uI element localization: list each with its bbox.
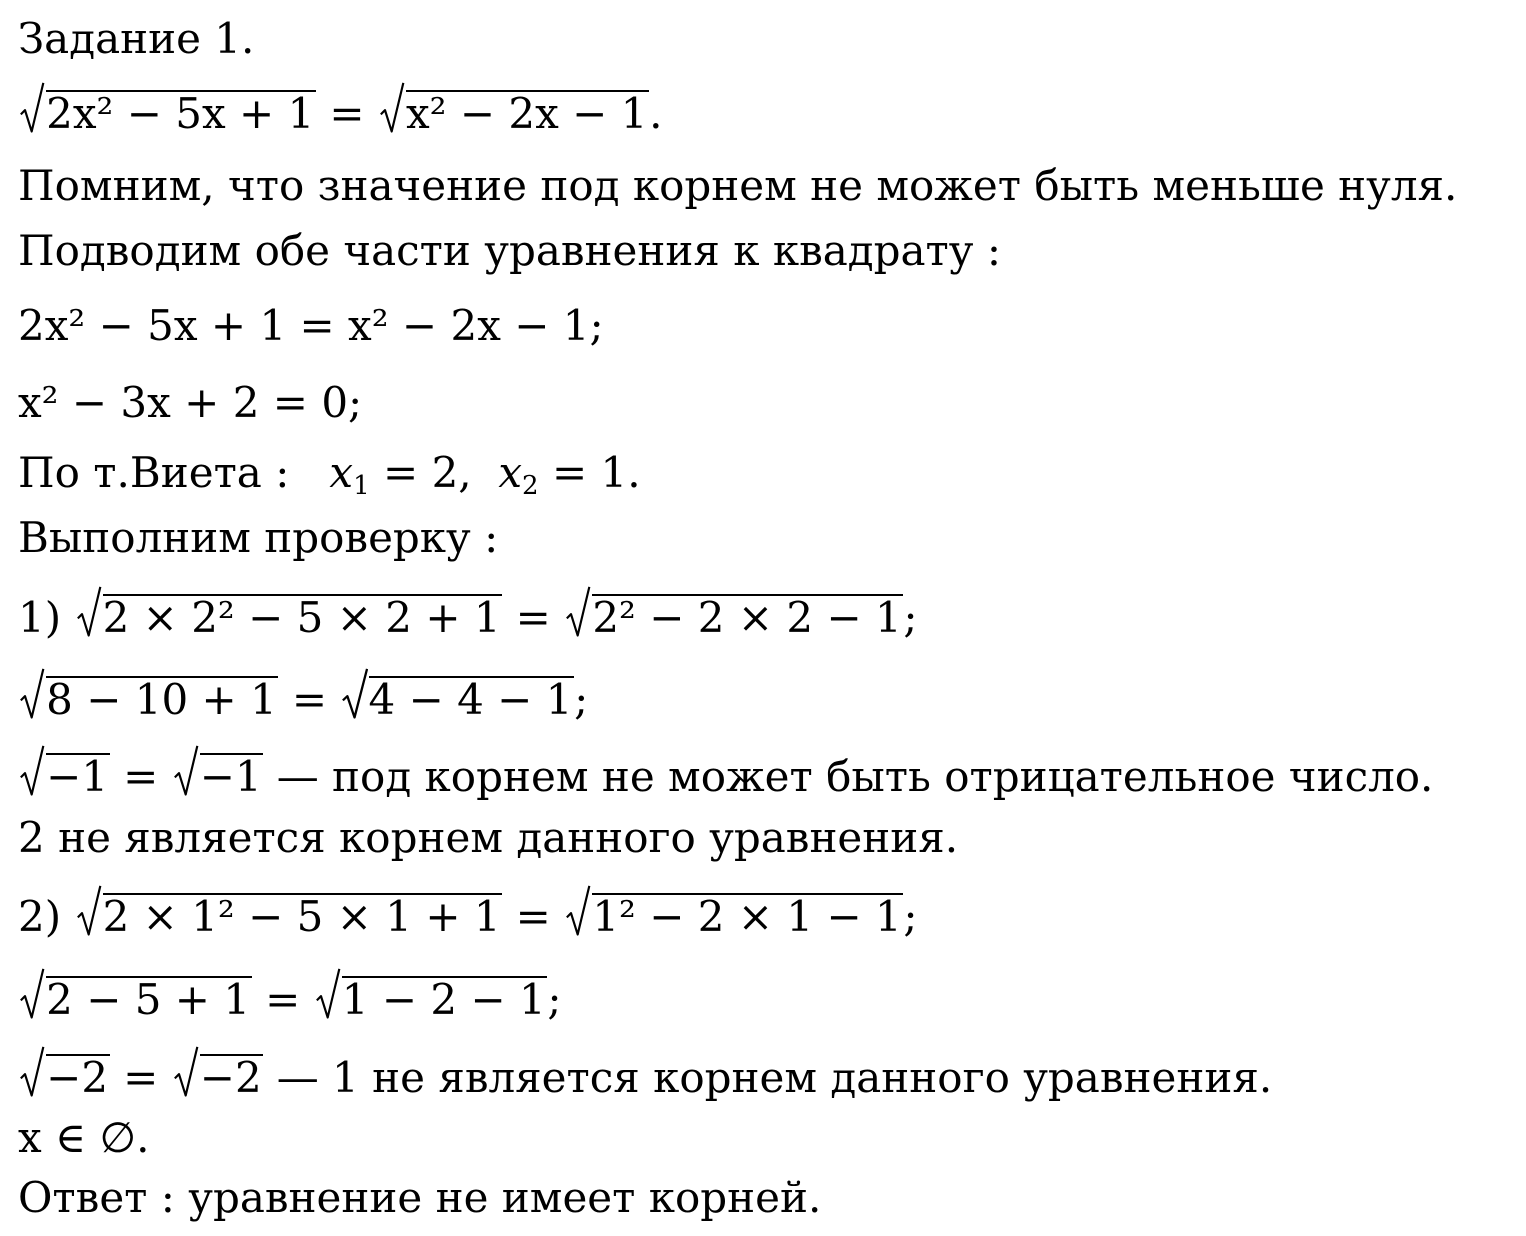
vieta-label: По т.Виета : xyxy=(18,448,290,497)
equals-sign: = xyxy=(329,88,378,138)
check2-result-right: −2 xyxy=(199,1052,262,1102)
check2-simplified-sqrt-right xyxy=(316,974,548,1024)
check1-left: 2 × 2² − 5 × 2 + 1 xyxy=(102,592,501,642)
check-heading xyxy=(18,513,499,562)
check2-simplified-sqrt-left xyxy=(20,974,252,1024)
task-title-text: Задание 1. xyxy=(18,14,255,63)
squared-equation xyxy=(18,301,604,350)
check1-simplified-sqrt-left xyxy=(20,674,278,724)
check1-result-sqrt-left xyxy=(20,751,110,801)
check2-result-left: −2 xyxy=(46,1052,109,1102)
root-x1: 2 xyxy=(431,448,459,497)
check1-simplified: 8 − 10 + 1 = 4 − 4 − 1; xyxy=(18,676,588,721)
domain-note xyxy=(18,161,1458,210)
check1-simplified-right: 4 − 4 − 1 xyxy=(368,674,573,724)
sqrt-right xyxy=(380,88,649,138)
check1-conclusion xyxy=(18,813,959,862)
original-equation: 2x² − 5x + 1 = x² − 2x − 1. xyxy=(18,90,662,135)
squared-equation-text: 2x² − 5x + 1 = x² − 2x − 1; xyxy=(18,301,604,350)
check-heading-text: Выполним проверку : xyxy=(18,513,499,562)
task-title xyxy=(18,14,255,63)
check2-simplified-right: 1 − 2 − 1 xyxy=(341,974,546,1024)
vieta-roots: По т.Виета : $x_1 = 2$, $x_2 = 1$. xyxy=(18,448,641,501)
solution-set-text: x ∈ ∅. xyxy=(18,1113,150,1162)
reduced-equation xyxy=(18,378,363,427)
check1-sqrt-right xyxy=(566,592,903,642)
check1-result-sqrt-right xyxy=(174,751,264,801)
final-answer-text: Ответ : уравнение не имеет корней. xyxy=(18,1173,822,1222)
check1-result: −1 = −1 — под корнем не может быть отрицательное число. xyxy=(18,753,1433,798)
squaring-step-text: Подводим обе части уравнения к квадрату : xyxy=(18,226,1002,275)
radicand-left: 2x² − 5x + 1 xyxy=(46,88,315,138)
check1-result-left: −1 xyxy=(46,751,109,801)
check1-simplified-sqrt-right xyxy=(342,674,574,724)
check2-right: 1² − 2 × 1 − 1 xyxy=(592,891,902,941)
check1-right: 2² − 2 × 2 − 1 xyxy=(592,592,902,642)
check1-sqrt-left xyxy=(77,592,503,642)
check2-result: −2 = −2 — 1 не является корнем данного уравнения. xyxy=(18,1054,1272,1099)
radicand-right: x² − 2x − 1 xyxy=(406,88,648,138)
solution-set xyxy=(18,1113,150,1162)
check2-sqrt-left xyxy=(77,891,503,941)
check2-result-sqrt-right xyxy=(174,1052,264,1102)
domain-note-text: Помним, что значение под корнем не может быть меньше нуля. xyxy=(18,161,1458,210)
check2-label: 2) xyxy=(18,891,62,941)
check1-result-right: −1 xyxy=(199,751,262,801)
reduced-equation-text: x² − 3x + 2 = 0; xyxy=(18,378,363,427)
check2-sqrt-right xyxy=(566,891,903,941)
sqrt-left xyxy=(20,88,316,138)
squaring-step xyxy=(18,226,1002,275)
check2-result-sqrt-left xyxy=(20,1052,110,1102)
root-x2: 1 xyxy=(600,448,628,497)
check1-conclusion-text: 2 не является корнем данного уравнения. xyxy=(18,813,959,862)
check1-simplified-left: 8 − 10 + 1 xyxy=(46,674,277,724)
check1-comment: — под корнем не может быть отрицательное число. xyxy=(276,751,1434,801)
check1-label: 1) xyxy=(18,592,62,642)
final-answer xyxy=(18,1173,822,1222)
check2-simplified: 2 − 5 + 1 = 1 − 2 − 1; xyxy=(18,976,562,1021)
check2-simplified-left: 2 − 5 + 1 xyxy=(46,974,251,1024)
check2-comment: — 1 не является корнем данного уравнения. xyxy=(276,1052,1273,1102)
check1-substitution: 1) 2 × 2² − 5 × 2 + 1 = 2² − 2 × 2 − 1; xyxy=(18,592,918,642)
check2-left: 2 × 1² − 5 × 1 + 1 xyxy=(102,891,501,941)
check2-substitution: 2) 2 × 1² − 5 × 1 + 1 = 1² − 2 × 1 − 1; xyxy=(18,891,918,941)
